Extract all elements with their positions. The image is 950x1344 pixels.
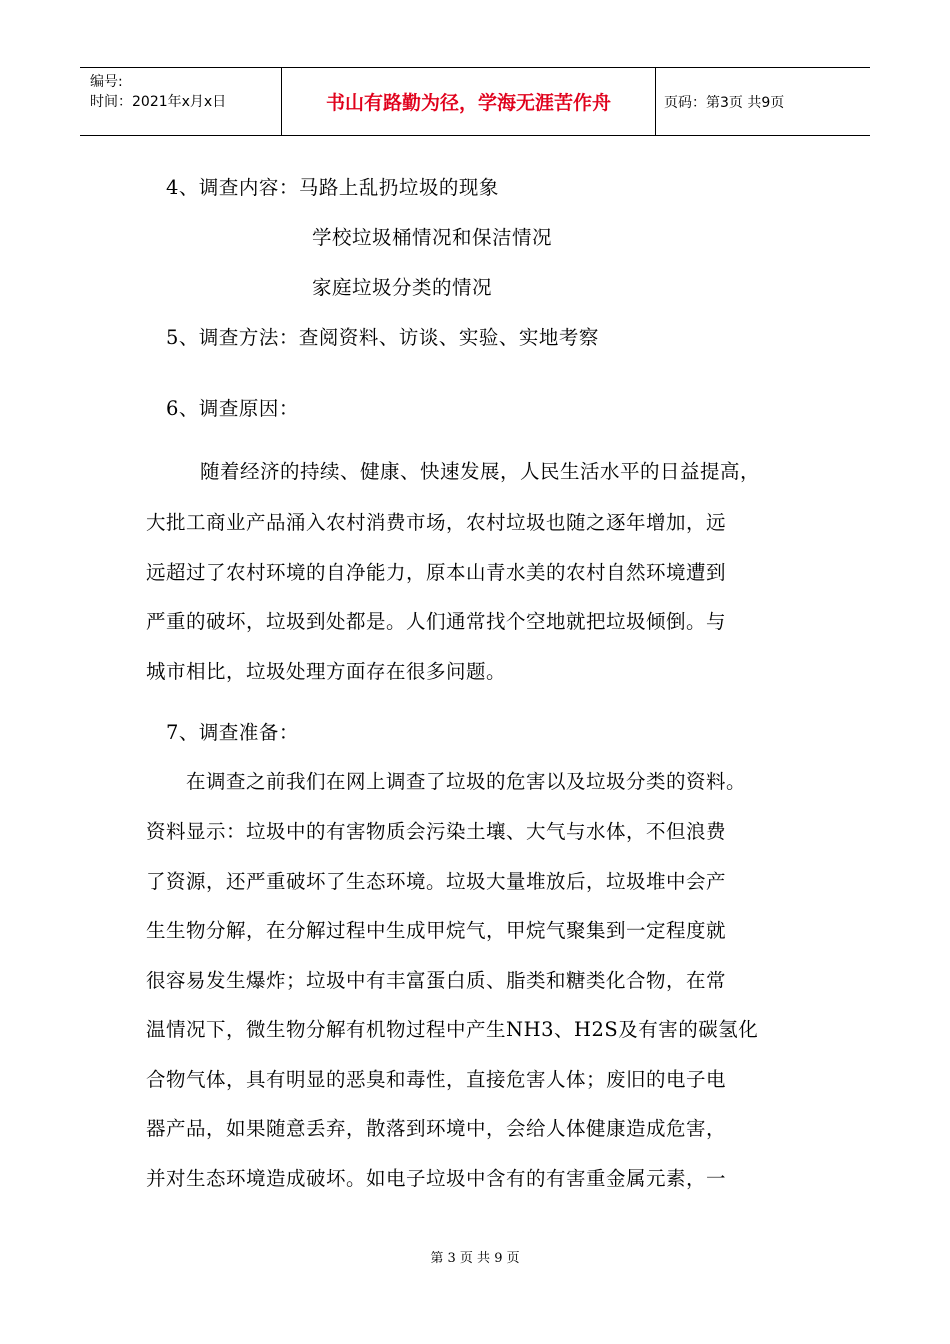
content-line: 温情况下，微生物分解有机物过程中产生NH3、H2S及有害的碳氢化: [146, 1018, 759, 1041]
content-line: 合物气体，具有明显的恶臭和毒性，直接危害人体；废旧的电子电: [146, 1068, 727, 1091]
content-line: 生生物分解，在分解过程中生成甲烷气，甲烷气聚集到一定程度就: [146, 919, 727, 942]
content-line: 资料显示：垃圾中的有害物质会污染土壤、大气与水体，不但浪费: [146, 820, 727, 843]
content-line: 城市相比，垃圾处理方面存在很多问题。: [146, 660, 507, 683]
page-footer: 第 3 页 共 9 页: [430, 1251, 520, 1266]
content-line: 7、调查准备：: [166, 721, 299, 744]
content-line: 在调查之前我们在网上调查了垃圾的危害以及垃圾分类的资料。: [186, 770, 747, 793]
content-line: 了资源，还严重破坏了生态环境。垃圾大量堆放后，垃圾堆中会产: [146, 870, 727, 893]
number-label: 编号:: [90, 74, 123, 90]
content-line: 远超过了农村环境的自净能力，原本山青水美的农村自然环境遭到: [146, 561, 727, 584]
content-line: 4、调查内容：马路上乱扔垃圾的现象: [166, 176, 499, 199]
content-line: 大批工商业产品涌入农村消费市场，农村垃圾也随之逐年增加，远: [146, 511, 727, 534]
time-label: 时间：2021年x月x日: [90, 94, 227, 110]
content-line: 器产品，如果随意丢弃，散落到环境中，会给人体健康造成危害，: [146, 1117, 727, 1140]
header-page-info: 页码：第3页 共9页: [664, 94, 785, 111]
content-line: 很容易发生爆炸；垃圾中有丰富蛋白质、脂类和糖类化合物，在常: [146, 969, 727, 992]
content-line: 5、调查方法：查阅资料、访谈、实验、实地考察: [166, 326, 599, 349]
content-line: 家庭垃圾分类的情况: [312, 276, 493, 299]
page-header: [80, 67, 870, 136]
content-line: 并对生态环境造成破坏。如电子垃圾中含有的有害重金属元素，一: [146, 1167, 727, 1190]
header-meta-cell: [80, 68, 282, 135]
content-line: 学校垃圾桶情况和保洁情况: [312, 226, 553, 249]
header-motto: 书山有路勤为径，学海无涯苦作舟: [282, 68, 656, 135]
content-line: 严重的破坏，垃圾到处都是。人们通常找个空地就把垃圾倾倒。与: [146, 610, 727, 633]
content-line: 6、调查原因：: [166, 397, 299, 420]
content-line: 随着经济的持续、健康、快速发展，人民生活水平的日益提高，: [200, 460, 761, 483]
